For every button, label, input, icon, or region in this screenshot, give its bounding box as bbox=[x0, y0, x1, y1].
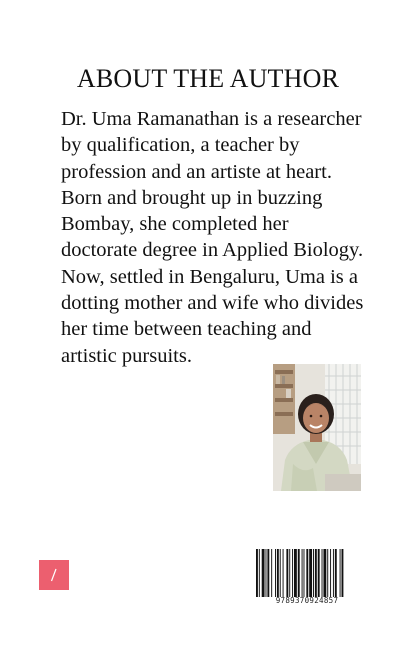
barcode-bar bbox=[292, 549, 293, 597]
barcode-bar bbox=[283, 549, 284, 597]
author-bio bbox=[61, 106, 366, 369]
barcode-bar bbox=[259, 549, 260, 597]
barcode-bar bbox=[340, 549, 341, 597]
barcode-bar bbox=[302, 549, 303, 597]
barcode-bar bbox=[298, 549, 300, 597]
bio-line: Born and brought up in buzzing bbox=[61, 186, 323, 209]
bio-line: artistic pursuits. bbox=[61, 344, 192, 367]
bio-line: dotting mother and wife who divides bbox=[61, 292, 364, 315]
barcode-bar bbox=[318, 549, 320, 597]
bio-line: her time between teaching and bbox=[61, 318, 312, 341]
barcode-bar bbox=[330, 549, 331, 597]
barcode-bar bbox=[327, 549, 328, 597]
barcode-bar bbox=[309, 549, 312, 597]
barcode-bar bbox=[256, 549, 258, 597]
barcode-bar bbox=[323, 549, 326, 597]
isbn-number: 9789370924857 bbox=[275, 596, 339, 605]
bio-line: by qualification, a teacher by bbox=[61, 134, 300, 157]
barcode-bar bbox=[313, 549, 314, 597]
author-photo bbox=[273, 364, 361, 491]
barcode-bar bbox=[267, 549, 269, 597]
publisher-logo bbox=[39, 560, 69, 590]
barcode-bar bbox=[315, 549, 317, 597]
slash-logo-icon bbox=[39, 560, 69, 590]
barcode-bar bbox=[277, 549, 279, 597]
barcode-bar bbox=[280, 549, 281, 597]
barcode-bar bbox=[271, 549, 272, 597]
barcode-bar bbox=[304, 549, 305, 597]
barcode-bar bbox=[333, 549, 334, 597]
barcode-bar bbox=[275, 549, 276, 597]
bio-line: Now, settled in Bengaluru, Uma is a bbox=[61, 265, 358, 288]
barcode-bar bbox=[335, 549, 337, 597]
barcode-bar bbox=[322, 549, 323, 597]
barcode-bar bbox=[266, 549, 267, 597]
barcode-bar bbox=[262, 549, 265, 597]
bio-line: Dr. Uma Ramanathan is a researcher bbox=[61, 108, 362, 130]
barcode-bar bbox=[306, 549, 308, 597]
bio-line: doctorate degree in Applied Biology. bbox=[61, 239, 364, 262]
isbn-barcode bbox=[256, 549, 358, 597]
bio-line: profession and an artiste at heart. bbox=[61, 160, 332, 183]
barcode-bar bbox=[289, 549, 290, 597]
bio-line: Bombay, she completed her bbox=[61, 213, 289, 236]
barcode-bar bbox=[294, 549, 297, 597]
barcode-bar bbox=[342, 549, 344, 597]
page-title: ABOUT THE AUTHOR bbox=[76, 64, 340, 93]
barcode-bar bbox=[286, 549, 288, 597]
